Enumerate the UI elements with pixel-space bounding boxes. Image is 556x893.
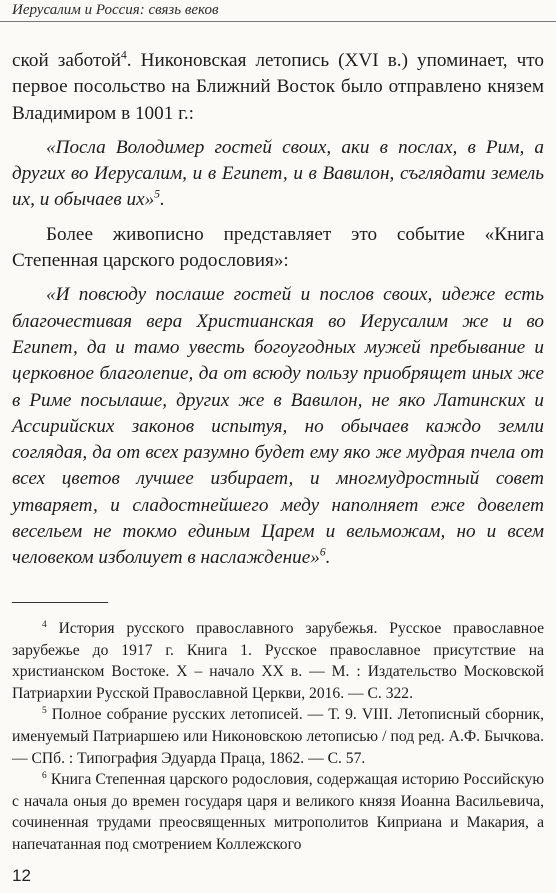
footnote-number: 4 (42, 619, 47, 630)
footnote-ref-6[interactable]: 6 (319, 546, 326, 559)
footnote-4: $^4$ История русского православного зарубежья. Русское православное зарубежье до 1917 г. Книга 1. Русское православное присутствие на христианском Востоке. X – начало XX в. — М. : Издательство Московской Патриархии Русской Православной Церкви, 2016. — С. 322. (12, 619, 544, 702)
page-number: 12 (12, 866, 31, 885)
quote-stepennaya-book: «И повсюду послаше гостей и послов своих, идеже есть благочестивая вера Христианская во Иерусалим же и во Египет, да и тамо увесть богоугодных мужей пребывание и церковное благолепие, да от всюду пользу приобрящет иных же в Риме посылаше, других же в Вавилон, не яко Латинских и Ассирийских законов испытуя, но обычаев каждо земли соглядая, да от всех разумно будет ему яко же мудрая пчела от всех цветов лучшее избирает, и многмудростный совет утваряет, и сладостнейшего меду наполняет еже довелет весельем не токмо единым Царем и вельможам, но и всем человеком изболиует в наслаждение»$^6$. (12, 284, 544, 569)
footnote-5: $^5$ Полное собрание русских летописей. — Т. 9. VIII. Летописный сборник, именуемый Патриаршею или Никоновскою летописью / под ред. А.Ф. Бычкова. — СПб. : Типография Эдуарда Праца, 1862. — С. 57. (12, 706, 544, 767)
running-head (0, 0, 556, 22)
running-head-title: Иерусалим и Россия: связь веков (12, 2, 219, 18)
main-text (12, 48, 544, 572)
footnote-6: $^6$ Книга Степенная царского родословия, содержащая историю Российскую с начала оныя до времен государя царя и великого князя Иоанна Васильевича, сочиненная трудами преосвященных митрополитов Киприана и Макария, а напечатанная под смотрением Коллежского (12, 770, 544, 853)
footnote-number: 5 (42, 706, 47, 717)
quote-nikon-chronicle: «Посла Володимер гостей своих, аки в послах, в Рим, а других во Иерусалим, и в Египет, и в Вавилон, съглядати земель их, и обычаев их»$^5$. (12, 136, 544, 211)
paragraph-stepennaya: Более живописно представляет это событие «Книга Степенная царского родословия»: (12, 223, 544, 272)
footnote-ref-5[interactable]: 5 (154, 189, 160, 202)
footnote-ref-4[interactable]: 4 (121, 49, 127, 62)
footnote-number: 6 (42, 770, 47, 781)
footnote-divider (12, 602, 108, 603)
footnotes (12, 618, 544, 856)
paragraph-continuation: ской заботой$^4$. Никоновская летопись (XVI в.) упоминает, что первое посольство на Ближний Восток было отправлено князем Владимиром в 1001 г.: (12, 49, 545, 124)
